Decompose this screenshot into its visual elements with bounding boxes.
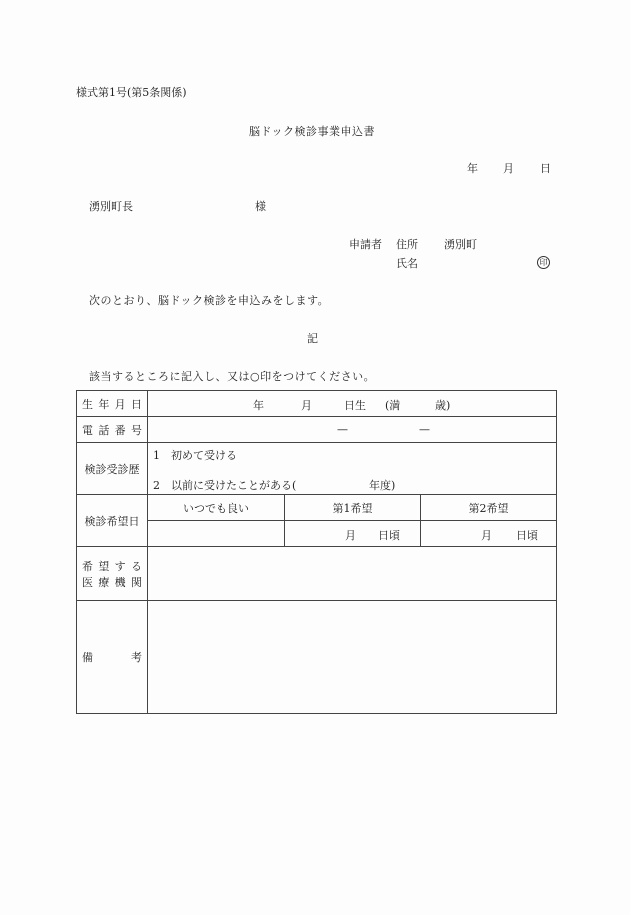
remarks-field[interactable] xyxy=(148,601,557,714)
row-preferred-date-values xyxy=(77,521,557,547)
form-number: 様式第1号(第5条関係) xyxy=(76,86,187,99)
application-table xyxy=(76,390,557,714)
second-choice-header: 第2希望 xyxy=(421,495,557,521)
phone-label: 電 話 番 号 xyxy=(77,417,148,443)
row-phone xyxy=(77,417,557,443)
first-choice-field[interactable]: 月 日頃 xyxy=(285,521,421,547)
address-label: 住所 xyxy=(396,238,418,251)
row-history xyxy=(77,443,557,495)
row-institution xyxy=(77,547,557,601)
seal-mark: 印 xyxy=(537,256,550,269)
applicant-label: 申請者 xyxy=(349,238,382,251)
date-day: 日 xyxy=(540,162,551,175)
preferred-date-label: 検診希望日 xyxy=(77,495,148,547)
institution-field[interactable] xyxy=(148,547,557,601)
row-birthdate xyxy=(77,391,557,417)
date-month: 月 xyxy=(503,162,514,175)
row-remarks xyxy=(77,601,557,714)
second-choice-field[interactable]: 月 日頃 xyxy=(421,521,557,547)
anytime-header: いつでも良い xyxy=(148,495,285,521)
row-preferred-date-header xyxy=(77,495,557,521)
addressee-honorific: 様 xyxy=(255,200,266,213)
phone-field[interactable]: — — xyxy=(148,417,557,443)
name-label: 氏名 xyxy=(396,257,418,270)
remarks-label: 備 考 xyxy=(77,601,148,714)
history-label: 検診受診歴 xyxy=(77,443,148,495)
history-option-2[interactable]: 2 以前に受けたことがある( xyxy=(153,479,297,492)
birthdate-label: 生 年 月 日 xyxy=(77,391,148,417)
date-year: 年 xyxy=(467,162,478,175)
institution-label: 希 望 す る 医 療 機 関 xyxy=(77,547,148,601)
document-title: 脳ドック検診事業申込書 xyxy=(249,125,376,138)
history-option-1[interactable]: 1 初めて受ける xyxy=(153,449,237,462)
first-choice-header: 第1希望 xyxy=(285,495,421,521)
anytime-field[interactable] xyxy=(148,521,285,547)
instruction-text: 該当するところに記入し、又は○印をつけてください。 xyxy=(89,370,376,383)
ki-label: 記 xyxy=(307,332,318,345)
address-value: 湧別町 xyxy=(444,238,477,251)
intro-text: 次のとおり、脳ドック検診を申込みをします。 xyxy=(89,294,330,307)
addressee-name: 湧別町長 xyxy=(89,200,133,213)
history-field[interactable]: 1 初めて受ける 2 以前に受けたことがある( 年度) xyxy=(148,443,557,495)
birthdate-field[interactable]: 年 月 日生 (満 歳) xyxy=(148,391,557,417)
